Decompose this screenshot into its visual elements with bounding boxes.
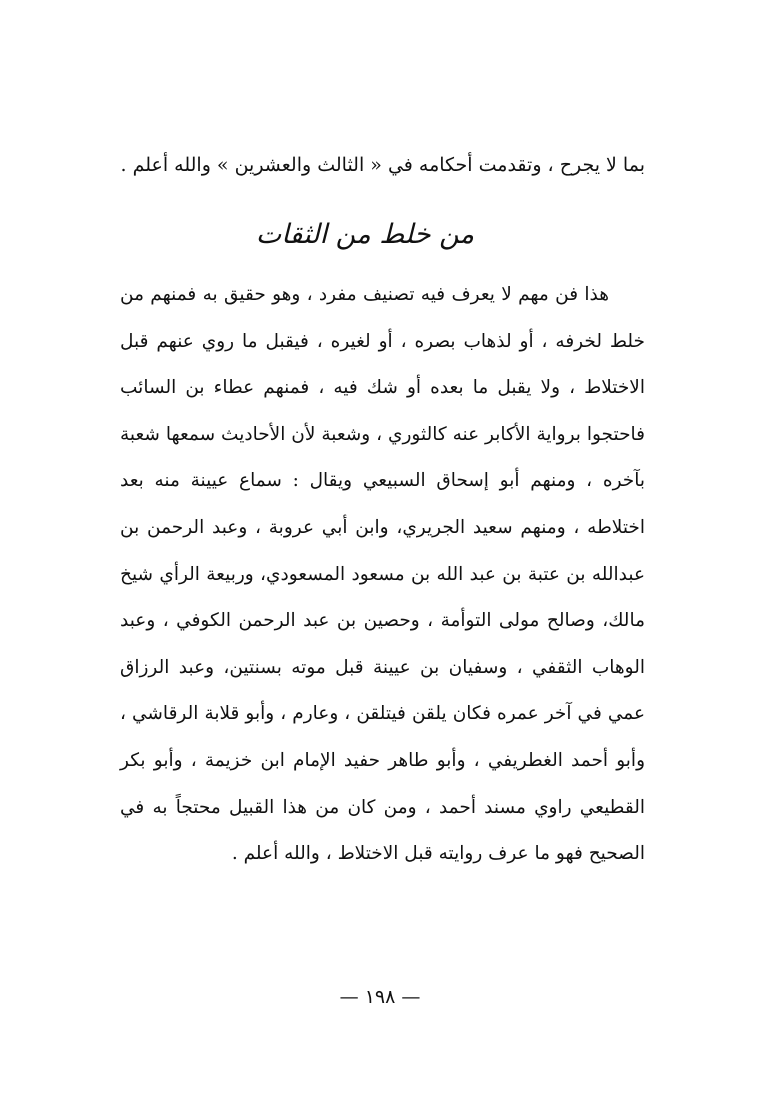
body-text [120,272,645,878]
intro-line: بما لا يجرح ، وتقدمت أحكامه في « الثالث والعشرين » والله أعلم . [120,154,645,176]
page-number: — ١٩٨ — [339,986,421,1008]
body-paragraph: هذا فن مهم لا يعرف فيه تصنيف مفرد ، وهو حقيق به فمنهم من خلط لخرفه ، أو لذهاب بصره ، أو لغيره ، فيقبل ما روي عنهم قبل الاختلاط ، ولا يقبل ما بعده أو شك فيه ، فمنهم عطاء بن السائب فاحتجوا برواية الأكابر عنه كالثوري ، وشعبة لأن الأحاديث سمعها شعبة بآخره ، ومنهم أبو إسحاق السبيعي ويقال : سماع عيينة منه بعد اختلاطه ، ومنهم سعيد الجريري، وابن أبي عروبة ، وعبد الرحمن بن عبدالله بن عتبة بن عبد الله بن مسعود المسعودي، وربيعة الرأي شيخ مالك، وصالح مولى التوأمة ، وحصين بن عبد الرحمن الكوفي ، وعبد الوهاب الثقفي ، وسفيان بن عيينة قبل موته بسنتين، وعبد الرزاق عمي في آخر عمره فكان يلقن فيتلقن ، وعارم ، وأبو قلابة الرقاشي ، وأبو أحمد الغطريفي ، وأبو طاهر حفيد الإمام ابن خزيمة ، وأبو بكر القطيعي راوي مسند أحمد ، ومن كان من هذا القبيل محتجاً به في الصحيح فهو ما عرف روايته قبل الاختلاط ، والله أعلم . [120,284,645,865]
section-title: من خلط من الثقات [255,219,475,250]
